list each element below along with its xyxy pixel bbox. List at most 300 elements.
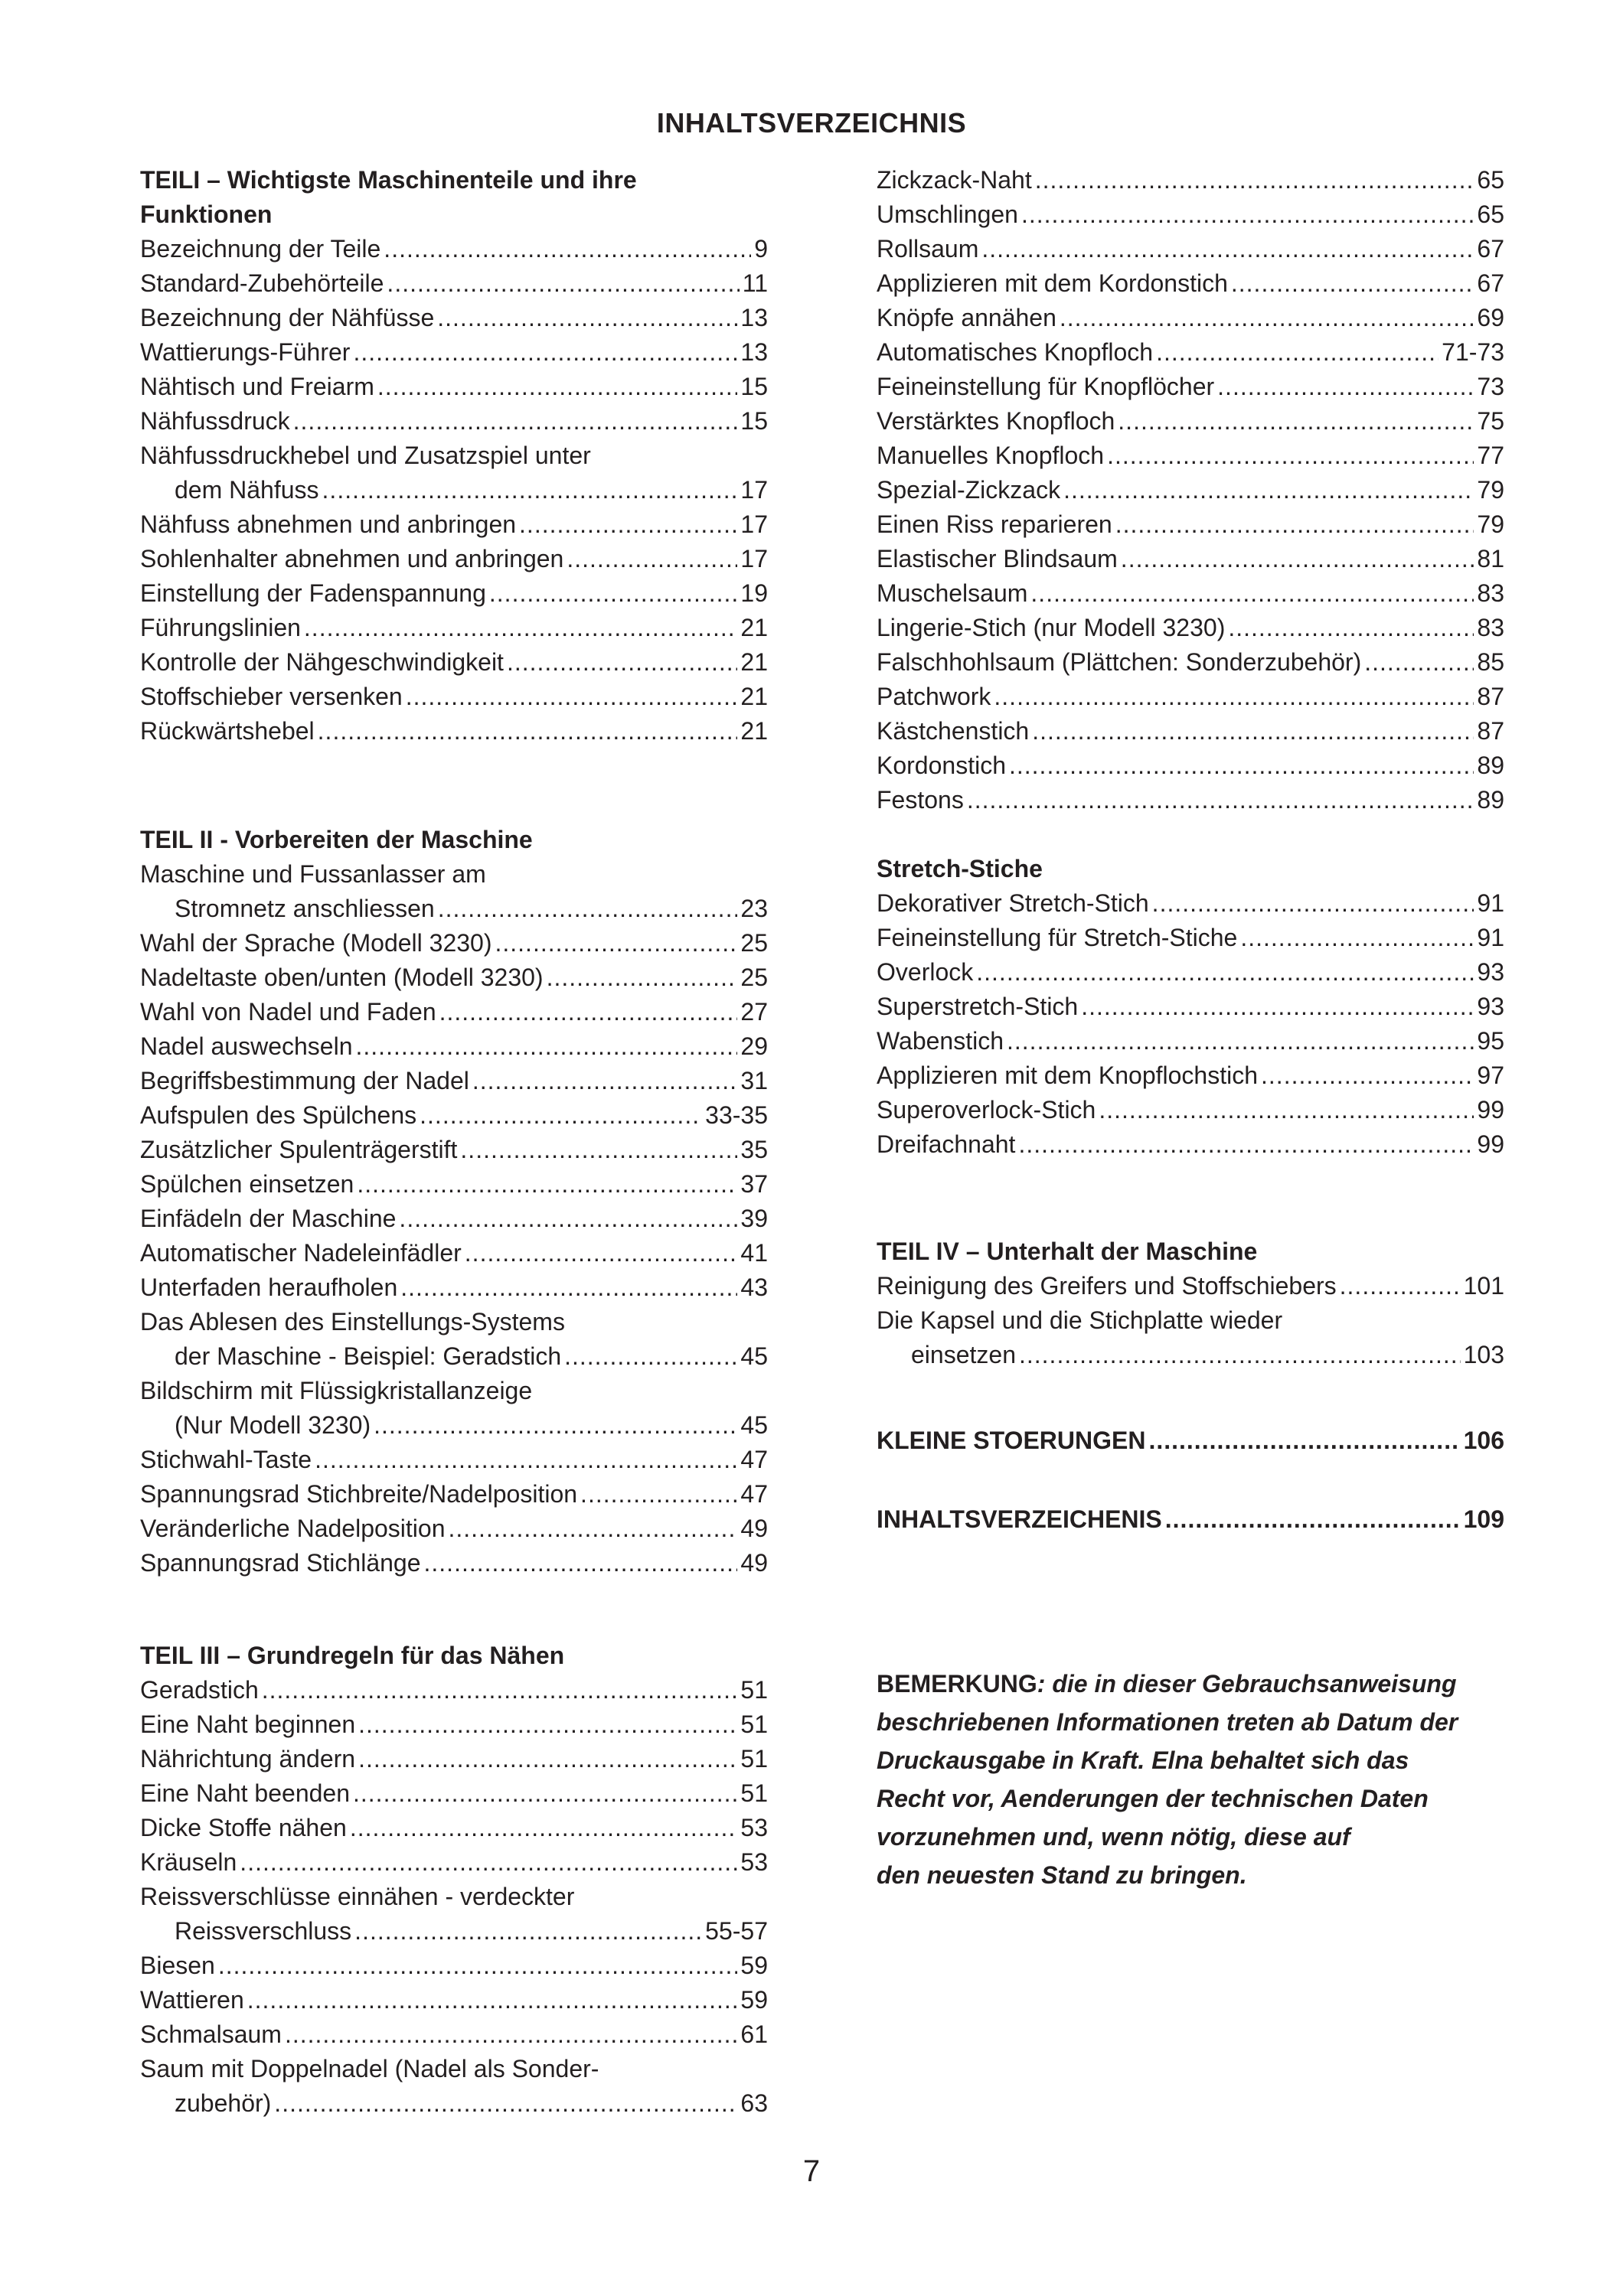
toc-entry[interactable] [140, 335, 768, 370]
leader-dots [358, 1707, 737, 1742]
toc-entry-page: 21 [740, 717, 768, 745]
toc-entry[interactable] [140, 301, 768, 335]
leader-dots [564, 1339, 737, 1374]
leader-dots [358, 1742, 737, 1776]
toc-entry[interactable] [877, 886, 1504, 921]
toc-entry-page: 99 [1477, 1130, 1504, 1158]
section-stretch [877, 852, 1504, 1162]
toc-entry-label: Aufspulen des Spülchens [140, 1101, 417, 1129]
toc-entry-page: 91 [1477, 889, 1504, 917]
section-teil-3 [140, 1639, 768, 2121]
toc-entry-label: Reinigung des Greifers und Stoffschiebers [877, 1272, 1337, 1300]
leader-dots [507, 645, 737, 680]
section-teil-3-continued [877, 163, 1504, 817]
toc-entry-page: 69 [1477, 304, 1504, 331]
toc-entry-label: Nähfussdruck [140, 407, 290, 435]
leader-dots [1081, 990, 1474, 1024]
remark-text: Druckausgabe in Kraft. Elna behaltet sich das [877, 1746, 1409, 1774]
toc-entry-multiline: Maschine und Fussanlasser am [140, 860, 486, 888]
leader-dots [1148, 1424, 1460, 1458]
toc-entry-label: Biesen [140, 1952, 215, 1979]
toc-entry[interactable] [877, 439, 1504, 473]
toc-entry-page: 81 [1477, 545, 1504, 572]
toc-entry[interactable] [877, 1127, 1504, 1162]
toc-entry-page: 89 [1477, 752, 1504, 779]
toc-entry-page: 23 [740, 895, 768, 922]
toc-entry-page: 51 [740, 1745, 768, 1773]
toc-entry-label: Eine Naht beginnen [140, 1711, 356, 1738]
toc-entry-label: Lingerie-Stich (nur Modell 3230) [877, 614, 1226, 641]
section-teil-1 [140, 163, 768, 748]
toc-entry[interactable] [877, 197, 1504, 232]
toc-entry-page: 47 [740, 1446, 768, 1473]
remark-text: Recht vor, Aenderungen der technischen Daten [877, 1785, 1429, 1812]
toc-entry-page: 65 [1477, 201, 1504, 228]
toc-entry-label: Applizieren mit dem Kordonstich [877, 269, 1228, 297]
toc-entry[interactable] [877, 990, 1504, 1024]
toc-entry[interactable] [877, 680, 1504, 714]
toc-entry-page: 103 [1463, 1341, 1504, 1368]
toc-entry-label: Automatischer Nadeleinfädler [140, 1239, 462, 1267]
section-teil-4 [877, 1234, 1504, 1372]
toc-entry-label: Dreifachnaht [877, 1130, 1016, 1158]
toc-entry-page: 83 [1477, 579, 1504, 607]
toc-entry-page: 53 [740, 1814, 768, 1841]
toc-entry-label: Automatisches Knopfloch [877, 338, 1154, 366]
toc-entry-label: Patchwork [877, 683, 991, 710]
toc-entry[interactable] [877, 370, 1504, 404]
toc-entry[interactable] [140, 1707, 768, 1742]
toc-entry-label: Eine Naht beenden [140, 1779, 350, 1807]
toc-entry-page: 9 [754, 235, 768, 263]
toc-entry-label: dem Nähfuss [175, 476, 319, 504]
toc-entry-multiline: Bildschirm mit Flüssigkristallanzeige [140, 1377, 533, 1404]
toc-entry-label: Dicke Stoffe nähen [140, 1814, 347, 1841]
leader-dots [240, 1845, 737, 1880]
toc-entry-label: Elastischer Blindsaum [877, 545, 1118, 572]
toc-entry-label: Führungslinien [140, 614, 301, 641]
toc-entry-label: Superstretch-Stich [877, 993, 1079, 1020]
toc-entry-label: Einstellung der Fadenspannung [140, 579, 486, 607]
toc-entry[interactable] [877, 1024, 1504, 1058]
leader-dots [1032, 714, 1474, 748]
toc-entry-label: Begriffsbestimmung der Nadel [140, 1067, 469, 1094]
toc-entry[interactable] [877, 783, 1504, 817]
leader-dots [406, 680, 738, 714]
toc-entry-page: 85 [1477, 648, 1504, 676]
toc-entry-page: 87 [1477, 717, 1504, 745]
leader-dots [1228, 611, 1474, 645]
toc-entry-label: Schmalsaum [140, 2020, 282, 2048]
leader-dots [384, 232, 751, 266]
toc-entry[interactable] [877, 1502, 1504, 1537]
toc-entry-label: Nähtisch und Freiarm [140, 373, 374, 400]
toc-entry[interactable] [140, 1408, 768, 1443]
toc-entry[interactable] [877, 1058, 1504, 1093]
toc-entry[interactable] [140, 2017, 768, 2052]
toc-entry-label: Superoverlock-Stich [877, 1096, 1096, 1124]
section-heading: TEIL IV – Unterhalt der Maschine [877, 1238, 1258, 1265]
toc-entry-page: 83 [1477, 614, 1504, 641]
toc-entry[interactable] [877, 955, 1504, 990]
toc-entry-label: Standard-Zubehörteile [140, 269, 384, 297]
leader-dots [1107, 439, 1474, 473]
toc-entry-label: Festons [877, 786, 964, 814]
leader-dots [547, 960, 738, 995]
toc-entry[interactable] [877, 714, 1504, 748]
leader-dots [1019, 1338, 1461, 1372]
toc-entry-page: 91 [1477, 924, 1504, 951]
toc-entry-label: der Maschine - Beispiel: Geradstich [175, 1342, 562, 1370]
leader-dots [439, 995, 738, 1029]
toc-entry-page: 31 [740, 1067, 768, 1094]
toc-entry[interactable] [877, 1338, 1504, 1372]
toc-entry[interactable] [140, 370, 768, 404]
leader-dots [1063, 473, 1474, 507]
section-inhaltsverzeichnis [877, 1502, 1504, 1537]
toc-entry-page: 51 [740, 1676, 768, 1704]
toc-entry-page: 43 [740, 1274, 768, 1301]
toc-entry-page: 87 [1477, 683, 1504, 710]
toc-entry-multiline: Saum mit Doppelnadel (Nadel als Sonder- [140, 2055, 599, 2082]
leader-dots [350, 1811, 738, 1845]
toc-entry-label: einsetzen [911, 1341, 1016, 1368]
remark-text: : die in dieser Gebrauchsanweisung [1037, 1670, 1457, 1698]
toc-entry-page: 65 [1477, 166, 1504, 194]
toc-entry[interactable] [877, 1424, 1504, 1458]
leader-dots [1060, 301, 1474, 335]
toc-entry-label: Bezeichnung der Nähfüsse [140, 304, 435, 331]
toc-entry-page: 19 [740, 579, 768, 607]
toc-entry-multiline: Die Kapsel und die Stichplatte wieder [877, 1306, 1283, 1334]
leader-dots [438, 892, 738, 926]
toc-entry-label: Spezial-Zickzack [877, 476, 1061, 504]
leader-dots [1018, 1127, 1474, 1162]
toc-entry-page: 17 [740, 510, 768, 538]
leader-dots [448, 1512, 737, 1546]
toc-entry-page: 95 [1477, 1027, 1504, 1055]
toc-entry-page: 11 [742, 269, 768, 297]
toc-entry-multiline: Das Ablesen des Einstellungs-Systems [140, 1308, 565, 1336]
toc-entry-page: 25 [740, 929, 768, 957]
toc-entry[interactable] [140, 1776, 768, 1811]
toc-entry[interactable] [140, 2086, 768, 2121]
leader-dots [353, 335, 737, 370]
leader-dots [1156, 335, 1438, 370]
toc-entry[interactable] [140, 1167, 768, 1202]
toc-entry-label: Feineinstellung für Stretch-Stiche [877, 924, 1238, 951]
leader-dots [519, 507, 737, 542]
leader-dots [377, 370, 738, 404]
toc-entry-label: Einfädeln der Maschine [140, 1205, 397, 1232]
toc-entry-label: Zickzack-Naht [877, 166, 1032, 194]
toc-entry-page: 79 [1477, 510, 1504, 538]
toc-entry[interactable] [140, 611, 768, 645]
toc-entry[interactable] [877, 163, 1504, 197]
leader-dots [1364, 645, 1474, 680]
toc-entry[interactable] [140, 926, 768, 960]
leader-dots [567, 542, 737, 576]
toc-entry-page: 45 [740, 1342, 768, 1370]
leader-dots [304, 611, 738, 645]
toc-entry[interactable] [140, 1949, 768, 1983]
toc-entry-label: Manuelles Knopfloch [877, 442, 1105, 469]
leader-dots [1009, 748, 1474, 783]
toc-entry[interactable] [140, 1512, 768, 1546]
toc-entry[interactable] [877, 301, 1504, 335]
toc-entry-page: 35 [740, 1136, 768, 1163]
leader-dots [318, 714, 738, 748]
leader-dots [322, 473, 738, 507]
leader-dots [293, 404, 738, 439]
leader-dots [274, 2086, 737, 2121]
toc-entry-page: 15 [740, 373, 768, 400]
toc-entry-page: 21 [740, 614, 768, 641]
leader-dots [315, 1443, 737, 1477]
leader-dots [1261, 1058, 1474, 1093]
toc-entry-page: 79 [1477, 476, 1504, 504]
toc-entry[interactable] [140, 1133, 768, 1167]
toc-entry-page: 51 [740, 1779, 768, 1807]
leader-dots [1021, 197, 1474, 232]
toc-entry-multiline: Reissverschlüsse einnähen - verdeckter [140, 1883, 575, 1910]
toc-entry[interactable] [877, 507, 1504, 542]
leader-dots [1231, 266, 1474, 301]
leader-dots [285, 2017, 737, 2052]
toc-entry-page: 63 [740, 2089, 768, 2117]
toc-entry-page: 75 [1477, 407, 1504, 435]
toc-entry-label: Kräuseln [140, 1848, 237, 1876]
toc-entry-page: 67 [1477, 235, 1504, 263]
toc-entry[interactable] [877, 1269, 1504, 1303]
toc-entry-label: Muschelsaum [877, 579, 1028, 607]
toc-entry-page: 59 [740, 1952, 768, 1979]
toc-entry-label: Wattieren [140, 1986, 244, 2014]
toc-entry[interactable] [140, 995, 768, 1029]
toc-entry[interactable] [877, 921, 1504, 955]
remark-label: BEMERKUNG [877, 1670, 1037, 1698]
section-heading: TEIL III – Grundregeln für das Nähen [140, 1642, 565, 1669]
leader-dots [1217, 370, 1474, 404]
toc-entry-label: Dekorativer Stretch-Stich [877, 889, 1149, 917]
toc-entry[interactable] [140, 714, 768, 748]
leader-dots [437, 301, 737, 335]
section-heading-continued: Funktionen [140, 201, 273, 228]
toc-entry[interactable] [877, 404, 1504, 439]
toc-entry[interactable] [140, 1236, 768, 1270]
leader-dots [387, 266, 739, 301]
toc-entry[interactable] [140, 1029, 768, 1064]
remark-text: beschriebenen Informationen treten ab Datum der [877, 1708, 1458, 1736]
toc-entry-multiline: Nähfussdruckhebel und Zusatzspiel unter [140, 442, 591, 469]
toc-entry[interactable] [140, 576, 768, 611]
toc-entry[interactable] [140, 960, 768, 995]
toc-entry[interactable] [140, 1098, 768, 1133]
toc-entry[interactable] [140, 473, 768, 507]
leader-dots [981, 232, 1474, 266]
toc-entry-page: 41 [740, 1239, 768, 1267]
toc-entry-label: Applizieren mit dem Knopflochstich [877, 1062, 1259, 1089]
toc-entry-label: Einen Riss reparieren [877, 510, 1112, 538]
toc-entry-label: Rückwärtshebel [140, 717, 315, 745]
toc-entry-label: Feineinstellung für Knopflöcher [877, 373, 1215, 400]
toc-entry[interactable] [140, 1673, 768, 1707]
toc-entry-page: 73 [1477, 373, 1504, 400]
toc-entry-page: 101 [1463, 1272, 1504, 1300]
page-title: INHALTSVERZEICHNIS [656, 107, 967, 139]
toc-entry[interactable] [140, 266, 768, 301]
toc-entry[interactable] [140, 1546, 768, 1580]
toc-entry-page: 37 [740, 1170, 768, 1198]
leader-dots [218, 1949, 738, 1983]
toc-entry[interactable] [140, 1811, 768, 1845]
leader-dots [247, 1983, 738, 2017]
toc-entry-label: zubehör) [175, 2089, 272, 2117]
toc-entry-label: Reissverschluss [175, 1917, 352, 1945]
toc-entry-label: Stromnetz anschliessen [175, 895, 435, 922]
remark-text: vorzunehmen und, wenn nötig, diese auf [877, 1823, 1350, 1851]
toc-entry[interactable] [140, 404, 768, 439]
toc-entry-label: Zusätzlicher Spulenträgerstift [140, 1136, 458, 1163]
toc-entry-page: 55-57 [705, 1917, 768, 1945]
leader-dots [354, 1914, 702, 1949]
toc-entry-page: 27 [740, 998, 768, 1026]
toc-entry[interactable] [877, 645, 1504, 680]
toc-entry-page: 13 [740, 338, 768, 366]
toc-entry-label: INHALTSVERZEICHENIS [877, 1505, 1162, 1533]
toc-entry[interactable] [140, 1064, 768, 1098]
toc-entry-page: 47 [740, 1480, 768, 1508]
toc-entry-label: Kontrolle der Nähgeschwindigkeit [140, 648, 504, 676]
toc-entry-label: Nähfuss abnehmen und anbringen [140, 510, 517, 538]
toc-entry-page: 15 [740, 407, 768, 435]
leader-dots [420, 1098, 702, 1133]
toc-entry-page: 39 [740, 1205, 768, 1232]
toc-entry-label: Spannungsrad Stichlänge [140, 1549, 421, 1577]
toc-entry-label: Geradstich [140, 1676, 259, 1704]
toc-entry[interactable] [877, 576, 1504, 611]
toc-entry[interactable] [877, 542, 1504, 576]
leader-dots [399, 1202, 737, 1236]
toc-entry[interactable] [140, 645, 768, 680]
leader-dots [353, 1776, 737, 1811]
toc-entry-page: 33-35 [705, 1101, 768, 1129]
toc-entry[interactable] [877, 335, 1504, 370]
toc-entry[interactable] [140, 507, 768, 542]
leader-dots [1030, 576, 1474, 611]
toc-entry[interactable] [877, 473, 1504, 507]
toc-entry[interactable] [877, 611, 1504, 645]
leader-dots [465, 1236, 738, 1270]
toc-entry-label: Nadel auswechseln [140, 1032, 353, 1060]
toc-entry-page: 59 [740, 1986, 768, 2014]
leader-dots [976, 955, 1474, 990]
toc-entry-label: Kästchenstich [877, 717, 1030, 745]
toc-entry[interactable] [140, 232, 768, 266]
toc-entry-label: Wahl der Sprache (Modell 3230) [140, 929, 492, 957]
leader-dots [1099, 1093, 1474, 1127]
toc-entry-page: 71-73 [1442, 338, 1504, 366]
toc-entry-page: 13 [740, 304, 768, 331]
toc-entry[interactable] [877, 266, 1504, 301]
toc-entry-label: Sohlenhalter abnehmen und anbringen [140, 545, 564, 572]
toc-entry-page: 99 [1477, 1096, 1504, 1124]
toc-entry[interactable] [140, 680, 768, 714]
section-stoerungen [877, 1424, 1504, 1458]
toc-entry[interactable] [140, 542, 768, 576]
toc-entry-page: 89 [1477, 786, 1504, 814]
toc-entry-page: 77 [1477, 442, 1504, 469]
section-heading: TEILI – Wichtigste Maschinenteile und ihre [140, 166, 637, 194]
toc-entry-page: 51 [740, 1711, 768, 1738]
toc-entry[interactable] [140, 1477, 768, 1512]
remark-note [877, 1665, 1535, 1894]
toc-entry[interactable] [140, 892, 768, 926]
toc-entry[interactable] [140, 1845, 768, 1880]
toc-entry[interactable] [140, 1983, 768, 2017]
toc-entry[interactable] [877, 748, 1504, 783]
toc-entry-label: Umschlingen [877, 201, 1018, 228]
leader-dots [967, 783, 1474, 817]
toc-entry-label: Verstärktes Knopfloch [877, 407, 1115, 435]
section-heading: TEIL II - Vorbereiten der Maschine [140, 826, 533, 853]
toc-entry-label: Spülchen einsetzen [140, 1170, 354, 1198]
section-heading: Stretch-Stiche [877, 855, 1043, 882]
toc-entry-page: 49 [740, 1515, 768, 1542]
toc-entry[interactable] [140, 1914, 768, 1949]
toc-entry[interactable] [140, 1443, 768, 1477]
toc-entry-page: 49 [740, 1549, 768, 1577]
toc-entry[interactable] [140, 1339, 768, 1374]
toc-entry-label: Knöpfe annähen [877, 304, 1056, 331]
leader-dots [400, 1270, 737, 1305]
toc-entry-label: Nährichtung ändern [140, 1745, 356, 1773]
toc-entry-label: KLEINE STOERUNGEN [877, 1427, 1146, 1454]
toc-entry-label: Wattierungs-Führer [140, 338, 351, 366]
leader-dots [424, 1546, 738, 1580]
toc-entry-page: 17 [740, 545, 768, 572]
toc-entry-page: 97 [1477, 1062, 1504, 1089]
leader-dots [460, 1133, 737, 1167]
toc-entry-label: Wabenstich [877, 1027, 1004, 1055]
toc-entry[interactable] [140, 1270, 768, 1305]
leader-dots [1240, 921, 1474, 955]
section-teil-2 [140, 823, 768, 1580]
toc-entry-label: Stoffschieber versenken [140, 683, 403, 710]
toc-entry-page: 67 [1477, 269, 1504, 297]
leader-dots [1152, 886, 1474, 921]
leader-dots [994, 680, 1474, 714]
leader-dots [356, 1029, 738, 1064]
leader-dots [1118, 404, 1474, 439]
toc-entry[interactable] [877, 1093, 1504, 1127]
toc-entry-page: 93 [1477, 993, 1504, 1020]
toc-entry[interactable] [140, 1742, 768, 1776]
toc-entry-page: 21 [740, 683, 768, 710]
toc-entry-label: Rollsaum [877, 235, 979, 263]
toc-entry-label: Nadeltaste oben/unten (Modell 3230) [140, 964, 544, 991]
page-number: 7 [802, 2154, 821, 2188]
toc-entry-label: Unterfaden heraufholen [140, 1274, 398, 1301]
leader-dots [1340, 1269, 1461, 1303]
toc-entry-page: 53 [740, 1848, 768, 1876]
leader-dots [489, 576, 738, 611]
leader-dots [1035, 163, 1474, 197]
toc-entry[interactable] [877, 232, 1504, 266]
toc-entry[interactable] [140, 1202, 768, 1236]
toc-entry-page: 61 [740, 2020, 768, 2048]
leader-dots [1115, 507, 1474, 542]
